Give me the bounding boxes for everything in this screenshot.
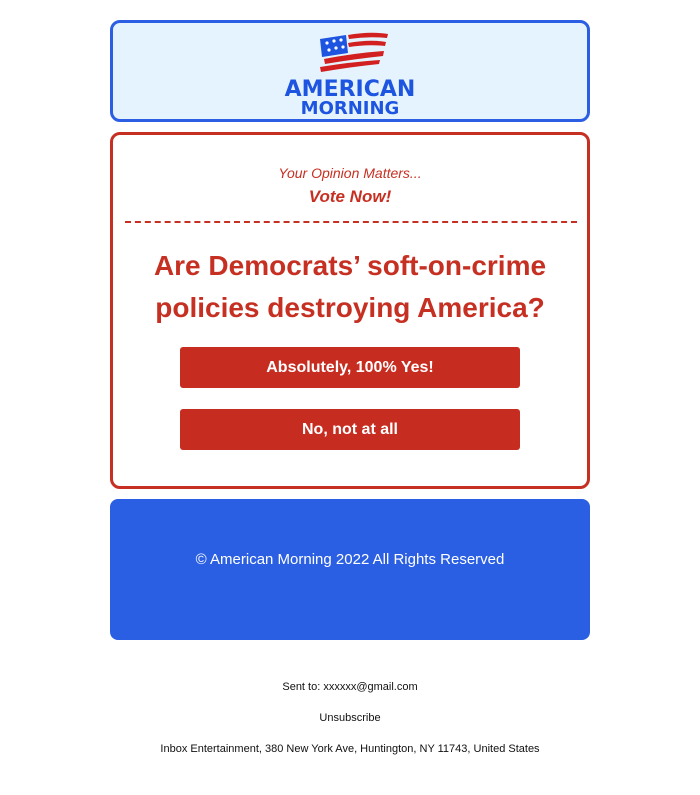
dashed-divider bbox=[125, 221, 577, 223]
vote-now-heading: Vote Now! bbox=[308, 187, 392, 206]
unsubscribe-link[interactable]: Unsubscribe bbox=[319, 712, 381, 724]
copyright-text: © American Morning 2022 All Rights Reserved bbox=[195, 551, 505, 568]
poll-tagline: Your Opinion Matters... bbox=[278, 165, 422, 181]
sent-to-line bbox=[0, 681, 700, 693]
american-flag-icon bbox=[280, 29, 420, 79]
logo-text-morning: MORNING bbox=[300, 98, 400, 119]
sender-address: Inbox Entertainment, 380 New York Ave, Huntington, NY 11743, United States bbox=[160, 743, 540, 755]
recipient-email: xxxxxx@gmail.com bbox=[323, 681, 418, 693]
vote-no-button[interactable]: No, not at all bbox=[180, 409, 520, 450]
poll-card bbox=[110, 132, 590, 489]
footer-banner bbox=[110, 499, 590, 640]
header-banner bbox=[110, 20, 590, 122]
poll-question: Are Democrats’ soft-on-crime policies destroying America? bbox=[153, 250, 547, 323]
vote-yes-button[interactable]: Absolutely, 100% Yes! bbox=[180, 347, 520, 388]
logo-text-american: AMERICAN bbox=[284, 77, 416, 102]
sent-to-label: Sent to: bbox=[282, 681, 321, 693]
logo[interactable] bbox=[280, 29, 420, 119]
